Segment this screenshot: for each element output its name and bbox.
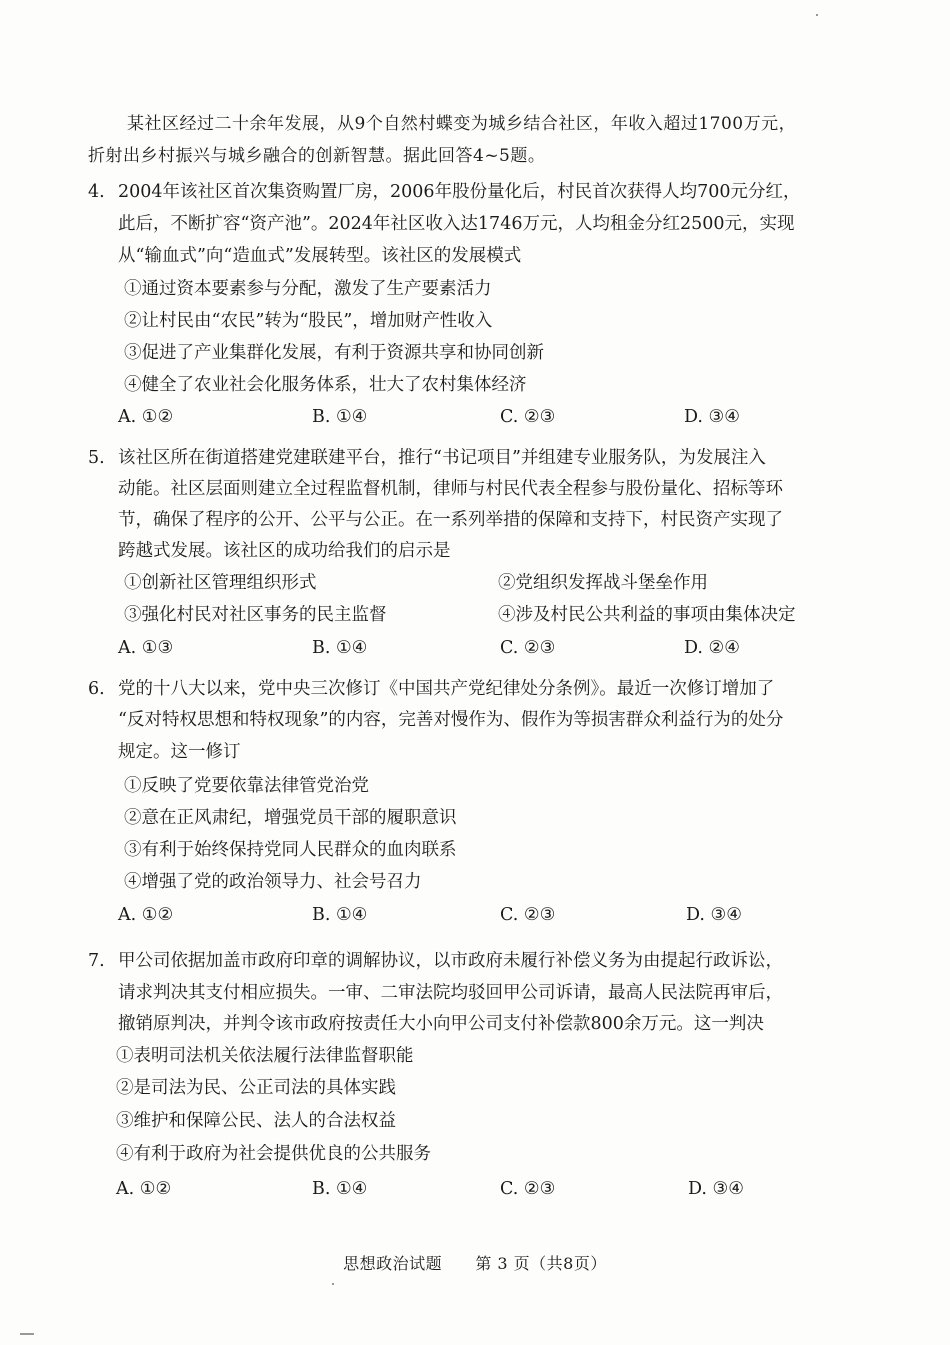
question-number: 7. [88,951,105,971]
question-number: 5. [88,448,105,468]
option-item: ④健全了农业社会化服务体系，壮大了农村集体经济 [124,375,527,395]
answer-choice-b: B. ①④ [312,638,368,658]
option-item: ①反映了党要依靠法律管党治党 [124,776,369,796]
option-item: ②是司法为民、公正司法的具体实践 [116,1078,396,1098]
question-stem-line: 党的十八大以来，党中央三次修订《中国共产党纪律处分条例》。最近一次修订增加了 [118,679,775,699]
footer-subject: 思想政治试题 [343,1254,443,1273]
question-stem-line: 甲公司依据加盖市政府印章的调解协议，以市政府未履行补偿义务为由提起行政诉讼， [118,951,783,971]
answer-choice-b: B. ①④ [312,905,368,925]
question-stem-line: 请求判决其支付相应损失。一审、二审法院均驳回甲公司诉请，最高人民法院再审后， [118,983,783,1003]
question-number: 6. [88,679,105,699]
question-stem-line: 此后，不断扩容“资产池”。2024年社区收入达1746万元，人均租金分红2500元，实现 [118,214,795,234]
question-stem-line: 动能。社区层面则建立全过程监督机制，律师与村民代表全程参与股份量化、招标等环 [118,479,783,499]
option-item: ②党组织发挥战斗堡垒作用 [498,573,708,593]
option-item: ③强化村民对社区事务的民主监督 [124,605,387,625]
intro-line-2: 折射出乡村振兴与城乡融合的创新智慧。据此回答4~5题。 [88,146,546,166]
option-item: ①创新社区管理组织形式 [124,573,317,593]
option-item: ④有利于政府为社会提供优良的公共服务 [116,1144,431,1164]
answer-choice-a: A. ①③ [118,638,174,658]
option-item: ②意在正风肃纪，增强党员干部的履职意识 [124,808,457,828]
option-item: ①通过资本要素参与分配，激发了生产要素活力 [124,279,492,299]
question-stem-line: 规定。这一修订 [118,742,241,762]
page-footer [0,1252,950,1276]
question-stem-line: 节，确保了程序的公开、公平与公正。在一系列举措的保障和支持下，村民资产实现了 [118,510,783,530]
answer-choice-c: C. ②③ [500,407,556,427]
answer-choice-d: D. ③④ [686,905,742,925]
option-item: ④增强了党的政治领导力、社会号召力 [124,872,422,892]
answer-choice-d: D. ③④ [684,407,740,427]
answer-choice-d: D. ②④ [684,638,740,658]
option-item: ③有利于始终保持党同人民群众的血肉联系 [124,840,457,860]
option-item: ③维护和保障公民、法人的合法权益 [116,1111,396,1131]
answer-choice-d: D. ③④ [688,1179,744,1199]
question-stem-line: 2004年该社区首次集资购置厂房，2006年股份量化后，村民首次获得人均700元分红， [118,182,801,202]
option-item: ③促进了产业集群化发展，有利于资源共享和协同创新 [124,343,544,363]
answer-choice-a: A. ①② [116,1179,172,1199]
answer-choice-a: A. ①② [118,905,174,925]
question-stem-line: 从“输血式”向“造血式”发展转型。该社区的发展模式 [118,246,522,266]
scan-edge-mark [20,1333,34,1335]
scan-speck [816,14,818,16]
answer-choice-c: C. ②③ [500,1179,556,1199]
scan-speck [332,1283,334,1285]
question-number: 4. [88,182,105,202]
question-stem-line: “反对特权思想和特权现象”的内容，完善对慢作为、假作为等损害群众利益行为的处分 [118,710,784,730]
footer-page-number: 第 3 页（共8页） [475,1254,607,1273]
option-item: ④涉及村民公共利益的事项由集体决定 [498,605,796,625]
answer-choice-b: B. ①④ [312,407,368,427]
question-stem-line: 撤销原判决，并判令该市政府按责任大小向甲公司支付补偿款800余万元。这一判决 [118,1014,764,1034]
answer-choice-b: B. ①④ [312,1179,368,1199]
answer-choice-a: A. ①② [118,407,174,427]
option-item: ②让村民由“农民”转为“股民”，增加财产性收入 [124,311,493,331]
option-item: ①表明司法机关依法履行法律监督职能 [116,1046,414,1066]
question-stem-line: 该社区所在街道搭建党建联建平台，推行“书记项目”并组建专业服务队，为发展注入 [118,448,766,468]
question-stem-line: 跨越式发展。该社区的成功给我们的启示是 [118,541,451,561]
intro-line-1: 某社区经过二十余年发展，从9个自然村蝶变为城乡结合社区，年收入超过1700万元， [127,114,797,134]
answer-choice-c: C. ②③ [500,638,556,658]
answer-choice-c: C. ②③ [500,905,556,925]
